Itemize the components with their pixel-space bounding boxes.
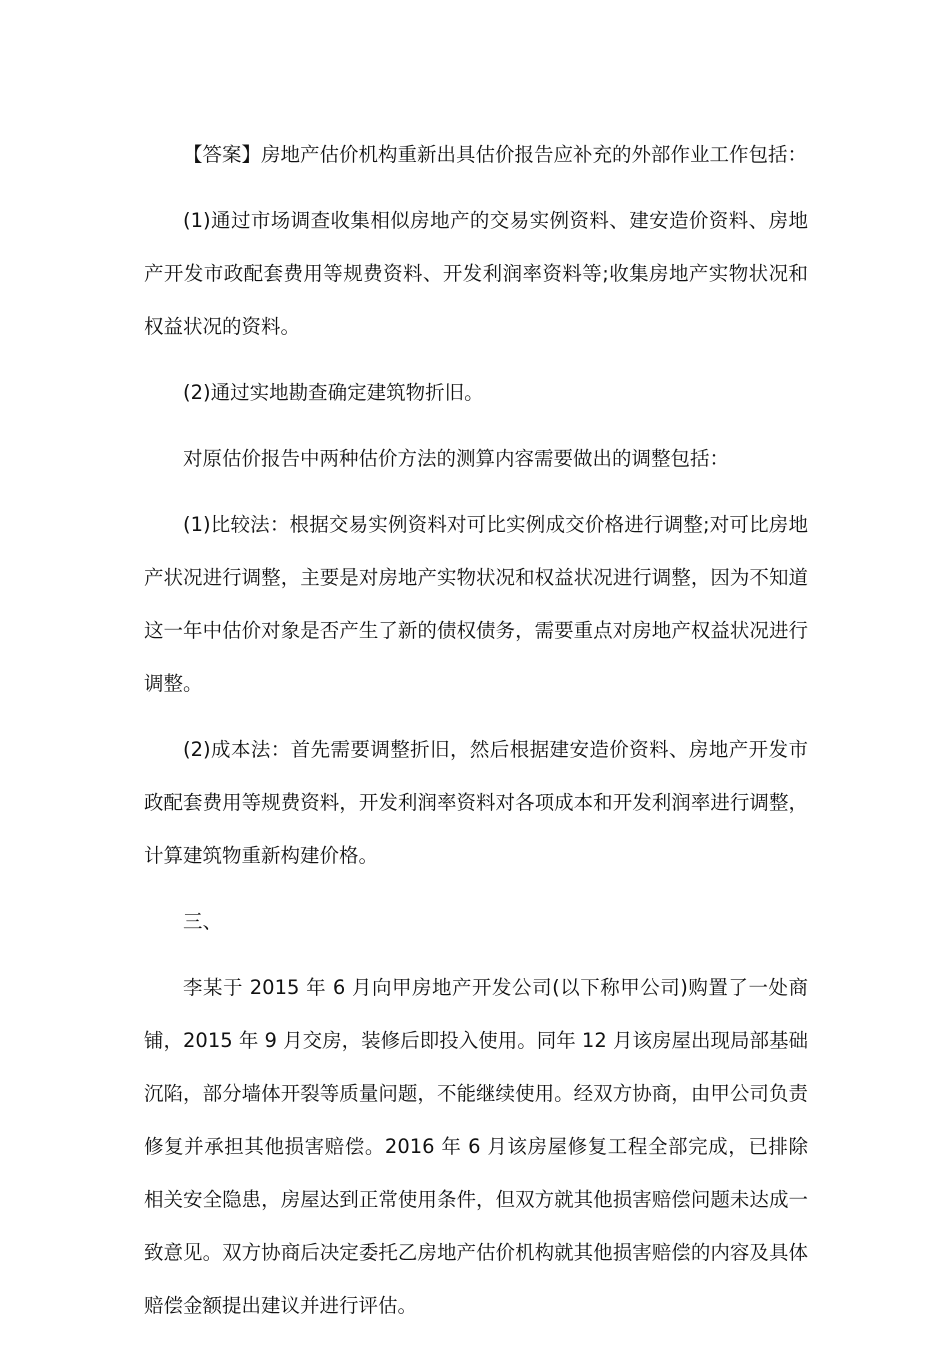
case-description-paragraph: 李某于 2015 年 6 月向甲房地产开发公司(以下称甲公司)购置了一处商铺，2015 年 9 月交房，装修后即投入使用。同年 12 月该房屋出现局部基础沉陷，部分墙体开裂等质量问题，不能继续使用。经双方协商，由甲公司负责修复并承担其他损害赔偿。2016 年 6 月该房屋修复工程全部完成，已排除相关安全隐患，房屋达到正常使用条件，但双方就其他损害赔偿问题未达成一致意见。双方协商后决定委托乙房地产估价机构就其他损害赔偿的内容及具体赔偿金额提出建议并进行评估。 [144,976,808,1317]
external-work-item-2-paragraph: (2)通过实地勘查确定建筑物折旧。 [183,381,484,404]
external-work-item-1-paragraph: (1)通过市场调查收集相似房地产的交易实例资料、建安造价资料、房地产开发市政配套费用等规费资料、开发利润率资料等;收集房地产实物状况和权益状况的资料。 [144,209,808,338]
document-body [144,128,808,1345]
section-three-heading: 三、 [183,910,223,933]
cost-method-paragraph: (2)成本法：首先需要调整折旧，然后根据建安造价资料、房地产开发市政配套费用等规费资料，开发利润率资料对各项成本和开发利润率进行调整，计算建筑物重新构建价格。 [144,738,808,867]
adjustment-intro-paragraph: 对原估价报告中两种估价方法的测算内容需要做出的调整包括： [183,447,730,470]
answer-heading-paragraph: 【答案】房地产估价机构重新出具估价报告应补充的外部作业工作包括： [183,143,808,166]
comparison-method-paragraph: (1)比较法：根据交易实例资料对可比实例成交价格进行调整;对可比房地产状况进行调整，主要是对房地产实物状况和权益状况进行调整，因为不知道这一年中估价对象是否产生了新的债权债务，需要重点对房地产权益状况进行调整。 [144,513,808,695]
